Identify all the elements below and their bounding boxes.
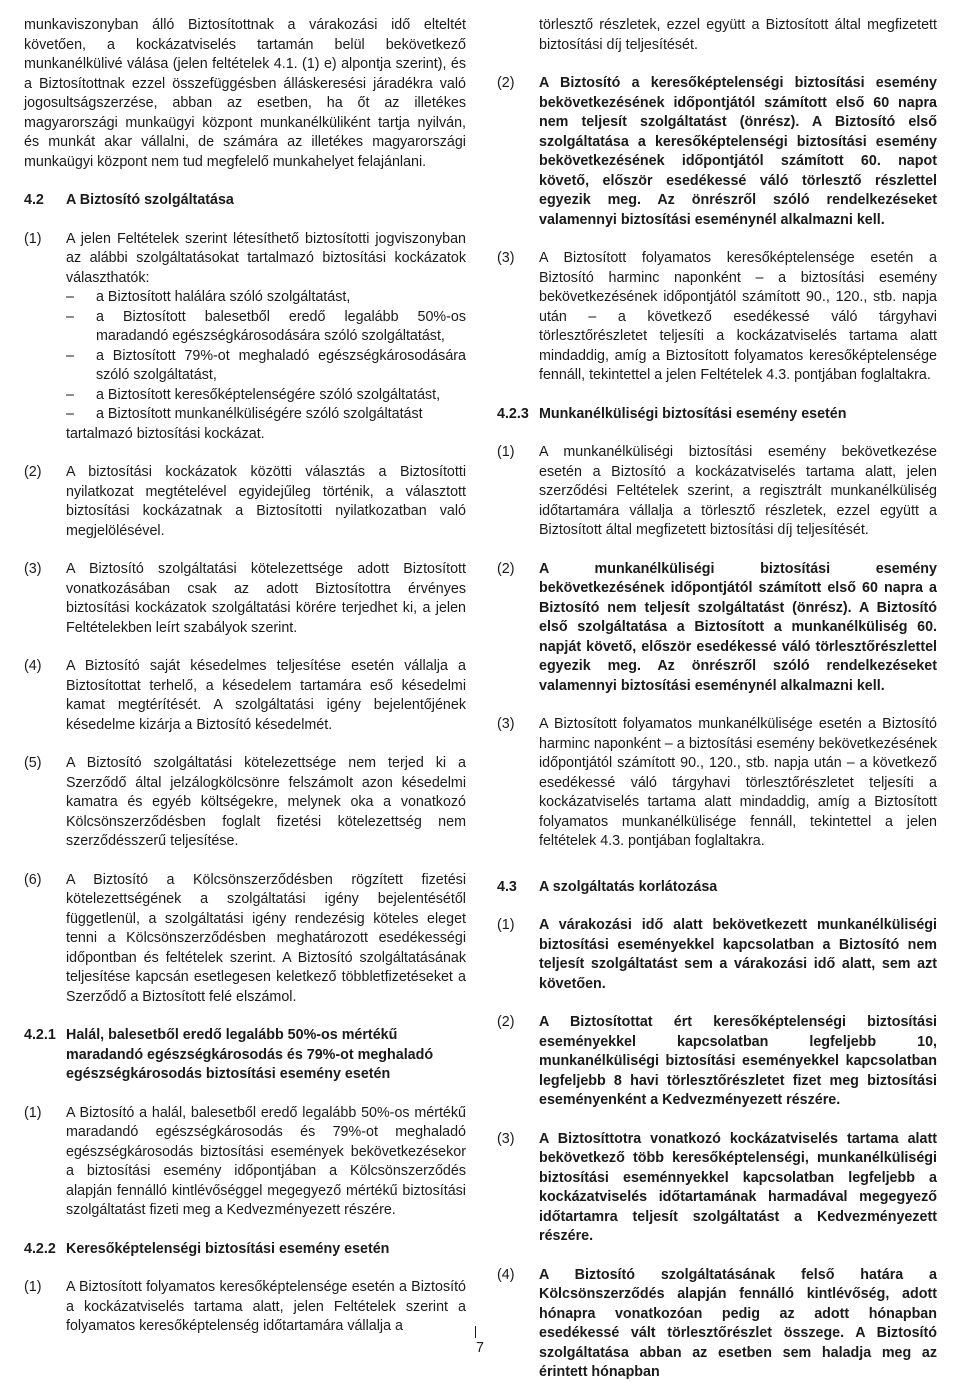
clause-number: (1) (24, 1279, 42, 1295)
section-4-2-1-heading (24, 1026, 466, 1085)
clause-text: A Biztosító a halál, balesetből eredő legalább 50%-os mértékű maradandó egészségkárosodás és 79%-ot meghaladó egészségkárosodás biztosítási események bekövetkezésekor a biztosítási esemény időpontjában a Kölcsönszerződés alapján fennálló kintlévőséggel megegyező mértékű biztosítási szolgáltatást fizeti meg a Kedvezményezett részére. (66, 1104, 466, 1218)
clause-number: (3) (497, 1130, 515, 1147)
clause-text: A várakozási idő alatt bekövetkezett munkanélküliségi biztosítási eseményekkel kapcsolatban a Biztosító nem teljesít szolgáltatást sem a várakozási idő alatt, sem azt követően. (539, 917, 937, 992)
section-4-2-3-heading (497, 405, 937, 425)
clause-4-3-1 (497, 916, 937, 994)
bullet-item (66, 386, 466, 406)
clause-number: (4) (24, 658, 42, 674)
section-number: 4.2.1 (24, 1027, 56, 1043)
page-number: 7 (476, 1340, 484, 1356)
intro-paragraph: munkaviszonyban álló Biztosítottnak a várakozási idő elteltét követően, a kockázatviselés tartamán belül bekövetkező munkanélkülivé válása (jelen feltételek 4.1. (1) e) alpontja szerint), és a Biztosítottnak ezzel összefüggésben álláskeresési járadékra való jogosultságszerzése, abban az esetben, ha őt az illetékes magyarországi munkaügyi központ munkanélküliként tartja nyilván, és munkát akar vállalni, de számára az illetékes magyarországi munkaügyi központ nem tud megfelelő munkahelyet felajánlani. (24, 17, 466, 170)
section-title: Keresőképtelenségi biztosítási esemény esetén (66, 1240, 390, 1257)
clause-4-2-3-1 (497, 443, 937, 541)
clause-4-2-1 (24, 230, 466, 445)
clause-4-2-2-3 (497, 249, 937, 386)
clause-text: A biztosítási kockázatok közötti választás a Biztosítotti nyilatkozat megtételével egyidejűleg történik, a választott biztosítási kockázatnak a Biztosítotti nyilatkozatban való megjelölésével. (66, 464, 466, 539)
bullet-text: a Biztosított halálára szóló szolgáltatást, (96, 289, 351, 305)
clause-text: A Biztosított folyamatos munkanélkülisége esetén a Biztosító harminc naponként – a biztosítási esemény bekövetkezésének időpontjától számított 90., 120., stb. napja után – a következő esedékessé váló tárgyhavi törlesztőrészletet teljesíti a kockázatviselés tartama alatt mindaddig, amíg a Biztosított folyamatos munkanélkülisége fennáll, tekintettel a jelen feltételek 4.3. pontjában foglaltakra. (539, 716, 937, 849)
bullet-item (66, 405, 466, 425)
clause-number: (2) (497, 75, 515, 91)
dash-marker: – (66, 406, 74, 422)
section-title: A Biztosító szolgáltatása (66, 192, 234, 208)
clause-text: A Biztosító szolgáltatási kötelezettsége nem terjed ki a Szerződő által jelzálogkölcsönre felszámolt azon késedelmi kamatra és egyéb költségekre, melynek oka a vonatkozó Kölcsönszerződésben foglalt fizetési kötelezettség nem szerződésszerű teljesítése. (66, 755, 466, 849)
clause-4-2-2-1 (24, 1278, 466, 1337)
clause-text: A Biztosíttotra vonatkozó kockázatviselés tartama alatt bekövetkező több keresőképtelenségi, munkanélküliségi biztosítási eseménnyekkel kapcsolatban legfeljebb a kockázatviselés időtartamának harmadával megegyező időtartamra teljesít szolgáltatást a Kedvezményezett részére. (539, 1130, 937, 1244)
clause-4-2-3 (24, 560, 466, 638)
clause-4-2-2-2 (497, 74, 937, 230)
bullet-item (66, 347, 466, 386)
clause-number: (1) (24, 1104, 42, 1121)
dash-marker: – (66, 308, 74, 325)
section-number: 4.3 (497, 878, 517, 895)
bullet-text: a Biztosított keresőképtelenségére szóló szolgáltatást, (96, 386, 441, 403)
clause-text: A munkanélküliségi biztosítási esemény bekövetkezése esetén a Biztosító a kockázatviselés tartama alatt, jelen szerződési Feltételek szerint, a regisztrált munkanélküliség időtartamára vállalja a törlesztő részletek, ezzel együtt a Biztosított által megfizetett biztosítási díj teljesítését. (539, 444, 937, 538)
clause-4-2-4 (24, 657, 466, 735)
section-number: 4.2.2 (24, 1240, 56, 1257)
clause-number: (3) (497, 716, 515, 732)
bullet-item (66, 308, 466, 347)
clause-4-2-5 (24, 754, 466, 852)
section-4-2-heading (24, 191, 466, 211)
section-number: 4.2 (24, 192, 44, 208)
bullet-item (66, 288, 466, 308)
clause-4-3-3 (497, 1130, 937, 1247)
clause-text: A Biztosító saját késedelmes teljesítése esetén vállalja a Biztosítottat terhelő, a késedelem tartamára eső késedelmi kamat megtérítését. A szolgáltatási igény bejelentőjének késedelme kizárja a Biztosító késedelmét. (66, 658, 466, 733)
clause-text: A Biztosított folyamatos keresőképtelensége esetén a Biztosító harminc naponként – a biztosítási esemény bekövetkezésének időpontjától számított 90., 120., stb. napja után – a következő esedékessé váló tárgyhavi törlesztőrészletet teljesíti a kockázatviselés tartama alatt mindaddig, amíg a Biztosított folyamatos keresőképtelensége fennáll, tekintettel a jelen Feltételek 4.3. pontjában foglaltakra. (539, 250, 937, 383)
dash-marker: – (66, 347, 74, 364)
clause-number: (2) (497, 560, 515, 577)
clause-4-2-1-1 (24, 1104, 466, 1221)
clause-text: A jelen Feltételek szerint létesíthető biztosítotti jogviszonyban az alábbi szolgáltatásokat tartalmazó biztosítási kockázatok választhatók: (66, 230, 466, 286)
clause-text: A Biztosító szolgáltatásának felső határa a Kölcsönszerződés alapján fennálló kintlévőség, adott hónapra vonatkozóan pedig az adott hónapban esedékessé vált törlesztőrészlet összege. A Biztosító szolgáltatása abban az esetben sem haladja meg az érintett hónapban (539, 1266, 937, 1380)
clause-4-2-2 (24, 463, 466, 541)
continued-clause (497, 16, 937, 55)
clause-body (66, 230, 466, 445)
clause-text: A Biztosítottat ért keresőképtelenségi biztosítási eseményekkel kapcsolatban legfeljebb 10, munkanélküliségi biztosítási eseményekkel kapcsolatban legfeljebb 8 havi törlesztőrészletet fizet meg biztosítási eseményenként a Kedvezményezett részére. (539, 1014, 937, 1108)
footer-divider (475, 1326, 476, 1338)
dash-marker: – (66, 289, 74, 305)
dash-marker: – (66, 386, 74, 403)
clause-number: (3) (24, 561, 42, 577)
bullet-text: a Biztosított munkanélküliségére szóló szolgáltatást (96, 406, 423, 422)
section-4-2-2-heading (24, 1240, 466, 1260)
clause-text: A Biztosító a keresőképtelenségi biztosítási esemény bekövetkezésének időpontjától számított első 60 napra nem teljesít szolgáltatást (önrész). A Biztosító első szolgáltatása a keresőképtelenségi biztosítási esemény bekövetkezésének időpontjától számított 60. napot követő, először esedékessé váló törlesztő részlettel egyezik meg. Az önrészről szóló rendelkezéseket valamennyi biztosítási eseménynél alkalmazni kell. (539, 75, 937, 228)
left-column (24, 16, 466, 1337)
clause-4-2-6 (24, 871, 466, 1008)
clause-text: A Biztosított folyamatos keresőképtelensége esetén a Biztosító a kockázatviselés tartama alatt, jelen Feltételek szerint a folyamatos keresőképtelenség időtartamára vállalja a (66, 1279, 466, 1334)
clause-text: törlesztő részletek, ezzel együtt a Biztosított által megfizetett biztosítási díj teljesítését. (539, 17, 937, 53)
clause-tail: tartalmazó biztosítási kockázat. (66, 425, 265, 442)
clause-4-3-2 (497, 1013, 937, 1111)
clause-number: (6) (24, 871, 42, 888)
clause-number: (3) (497, 250, 515, 266)
clause-number: (1) (24, 230, 42, 247)
bullet-text: a Biztosított 79%-ot meghaladó egészségkárosodására szóló szolgáltatást, (96, 347, 466, 383)
section-title: Munkanélküliségi biztosítási esemény esetén (539, 405, 847, 422)
clause-number: (1) (497, 917, 515, 933)
clause-4-2-3-3 (497, 715, 937, 852)
clause-4-2-3-2 (497, 560, 937, 697)
right-column (497, 16, 937, 1383)
clause-number: (2) (497, 1014, 515, 1030)
bullet-text: a Biztosított balesetből eredő legalább 50%-os maradandó egészségkárosodására szóló szolgáltatást, (96, 308, 466, 344)
clause-number: (4) (497, 1266, 515, 1283)
clause-number: (5) (24, 755, 42, 771)
clause-number: (2) (24, 464, 42, 480)
section-number: 4.2.3 (497, 405, 529, 422)
section-title: Halál, balesetből eredő legalább 50%-os mértékű maradandó egészségkárosodás és 79%-ot meghaladó egészségkárosodás biztosítási esemény esetén (66, 1027, 434, 1082)
clause-number: (1) (497, 444, 515, 460)
clause-text: A Biztosító a Kölcsönszerződésben rögzített fizetési kötelezettségének a szolgáltatási igény bejelentésétől függetlenül, a szolgáltatási igény rendezésig köteles eleget tenni a Kölcsönszerződésben meghatározott esedékességi időpontban és feltételek szerint. A Biztosító szolgáltatásának teljesítése kapcsán esetlegesen keletkező többletfizetéseket a Szerződő a Biztosított felé elszámol. (66, 871, 466, 1005)
section-4-3-heading (497, 878, 937, 898)
section-title: A szolgáltatás korlátozása (539, 878, 718, 895)
clause-text: A Biztosító szolgáltatási kötelezettsége adott Biztosított vonatkozásában csak az adott Biztosítottra érvényes biztosítási kockázatok szolgáltatási körére terjedhet ki, a jelen Feltételekben leírt szabályok szerint. (66, 561, 466, 636)
clause-text: A munkanélküliségi biztosítási esemény bekövetkezésének időpontjától számított első 60 napra a Biztosító nem teljesít szolgáltatást (önrész). A Biztosító első szolgáltatása a Biztosított a munkanélküliség 60. napját követő, először esedékessé váló törlesztőrészlettel egyezik meg. Az önrészről szóló rendelkezéseket valamennyi biztosítási eseménynél alkalmazni kell. (539, 560, 937, 694)
clause-4-3-4 (497, 1266, 937, 1383)
